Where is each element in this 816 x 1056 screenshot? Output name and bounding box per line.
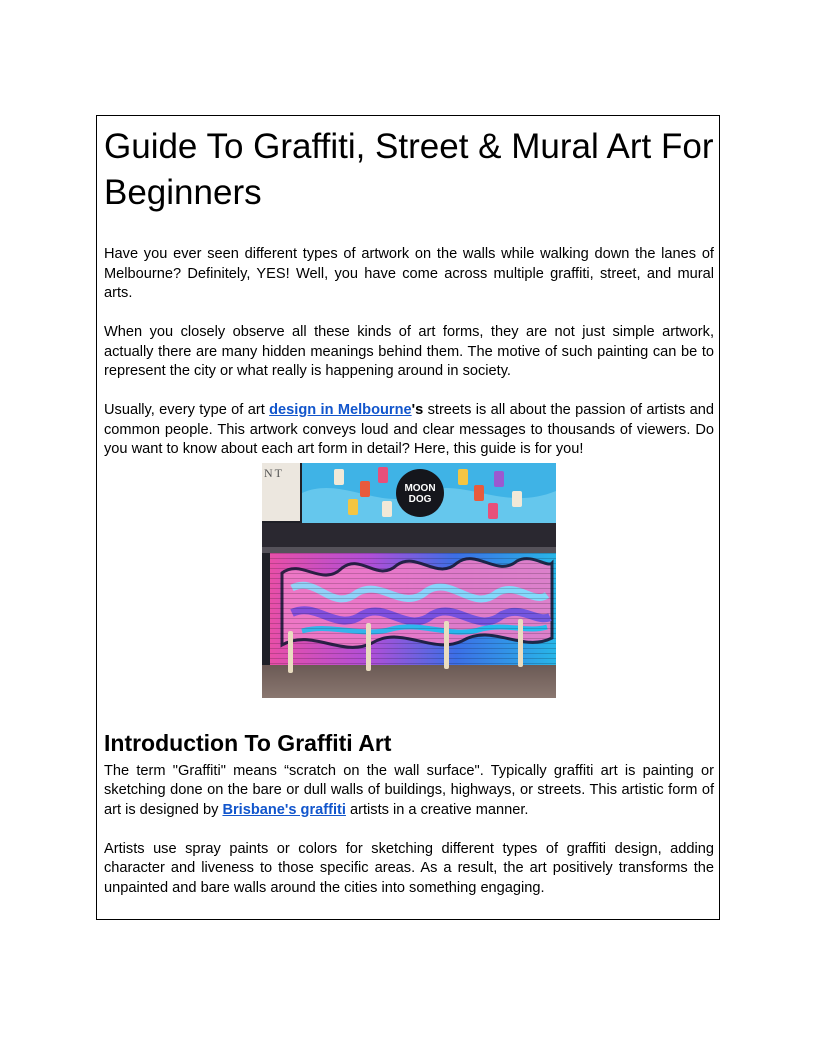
intro-p3-possessive: 's xyxy=(411,402,424,418)
intro-p3-before: Usually, every type of art xyxy=(104,402,270,418)
brisbane-graffiti-link[interactable]: Brisbane's graffiti xyxy=(222,801,346,818)
shop-sign-text: NT xyxy=(264,465,284,480)
section-paragraph-1 xyxy=(104,762,714,821)
graffiti-photo xyxy=(262,463,556,698)
graffiti-photo-illustration xyxy=(262,463,556,698)
intro-paragraph-3 xyxy=(104,401,714,460)
document-content xyxy=(104,124,714,898)
design-in-melbourne-link[interactable]: design in Melbourne xyxy=(269,402,412,418)
logo-line-1: MOON xyxy=(404,482,436,494)
intro-paragraph-1: Have you ever seen different types of artwork on the walls while walking down the lanes of Melbourne? Definitely, YES! Well, you have come across multiple graffiti, street, and mural arts. xyxy=(104,246,714,301)
section-p1-after: artists in a creative manner. xyxy=(345,801,529,818)
page-title: Guide To Graffiti, Street & Mural Art For Beginners xyxy=(104,127,714,212)
document-frame xyxy=(96,115,720,920)
section-p1-before: The term "Graffiti" means “scratch on the wall surface". Typically graffiti art is painting or sketching done on the bare or dull walls of buildings, highways, or streets. This artistic form of art is designed by xyxy=(104,762,714,818)
logo-line-2: DOG xyxy=(408,493,432,505)
section-paragraph-2: Artists use spray paints or colors for sketching different types of graffiti design, adding character and liveness to those specific areas. As a result, the art positively transforms the unpainted and bare walls around the cities into something engaging. xyxy=(104,840,714,896)
intro-paragraph-2: When you closely observe all these kinds of art forms, they are not just simple artwork, actually there are many hidden meanings behind them. The motive of such painting can be to represent the city or what really is happening around in society. xyxy=(104,324,714,379)
section-heading: Introduction To Graffiti Art xyxy=(104,729,392,756)
intro-p3-after: streets is all about the passion of artists and common people. This artwork conveys loud and clear messages to thousands of viewers. Do you want to know about each art form in detail? Here, this guide is for you! xyxy=(104,402,714,457)
